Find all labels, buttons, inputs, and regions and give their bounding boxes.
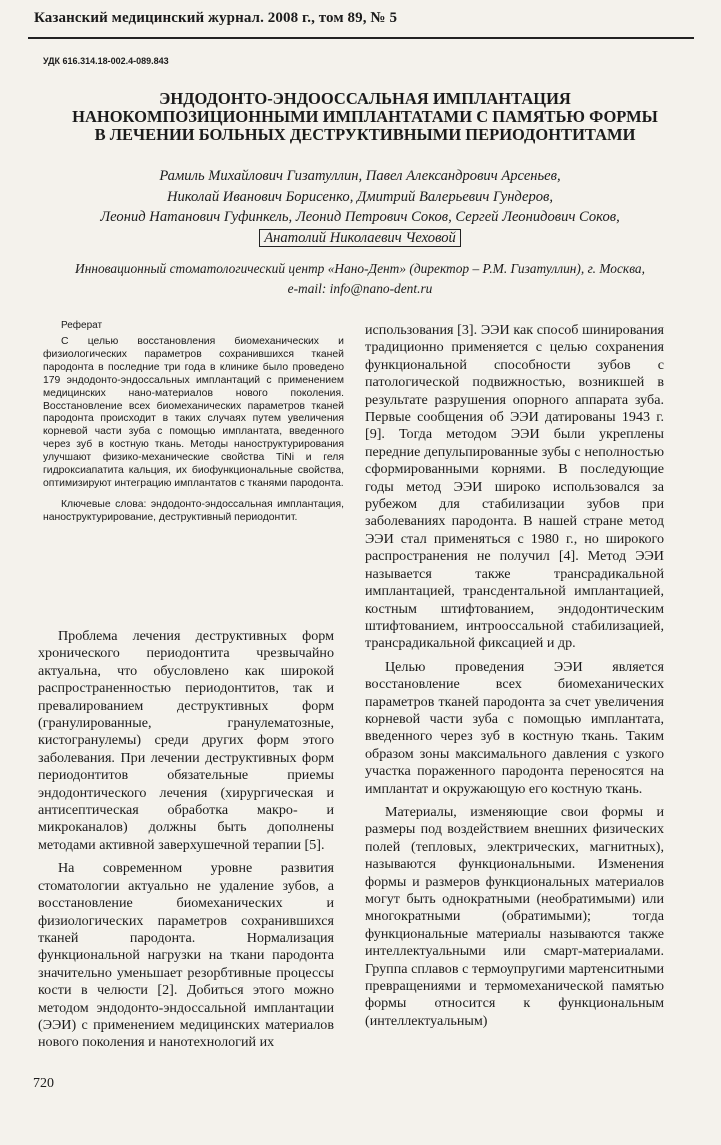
page-number: 720 — [33, 1076, 54, 1091]
header-rule — [28, 37, 694, 39]
author-line: Николай Иванович Борисенко, Дмитрий Валерьевич Гундеров, — [166, 188, 554, 205]
body-column-right — [365, 322, 664, 1030]
keywords: Ключевые слова: эндодонто-эндоссальная имплантация, наноструктурирование, деструктивный периодонтит. — [43, 498, 344, 523]
affiliation-institution: Инновационный стоматологический центр «Нано-Дент» (директор – Р.М. Гизатуллин), г. Москва, — [75, 261, 645, 276]
body-column-left — [38, 628, 334, 1052]
body-paragraph: Материалы, изменяющие свои формы и размеры под воздействием внешних физических полей (тепловых, электрических, магнитных), называются функциональными. Изменения формы и размеров функциональных материалов могут быть однократными (необратимыми) или многократными (обратимыми); тогда функциональные материалы называются также интеллектуальными или смарт-материалами. Группа сплавов с термоупругими мартенситными превращениями и термомеханической памятью формы относится к функциональным (интеллектуальным) — [365, 803, 664, 1029]
boxed-author-name: Анатолий Николаевич Чеховой — [259, 229, 461, 247]
affiliation — [40, 259, 680, 299]
body-paragraph: Проблема лечения деструктивных форм хронического периодонтита чрезвычайно актуальна, что обусловлено как широкой распространенностью периодонтитов, так и превалированием деструктивных форм (гранулированные, гранулематозные, кистогранулемы) среди других форм этого заболевания. При лечении деструктивных форм периодонтитов обязательные приемы эндодонтического лечения (хирургическая и антисептическая обработка макро- и микроканалов) должны быть дополнены методами активной заверхушечной терапии [5]. — [38, 628, 334, 853]
author-line: Леонид Натанович Гуфинкель, Леонид Петрович Соков, Сергей Леонидович Соков, — [100, 209, 620, 226]
affiliation-email: e-mail: info@nano-dent.ru — [287, 281, 433, 296]
udc-code: УДК 616.314.18-002.4-089.843 — [43, 56, 169, 66]
body-paragraph: использования [3]. ЭЭИ как способ шинирования традиционно применяется с целью сохранения функциональной способности зубов с патологической подвижностью, возникшей в результате разрушения опорного аппарата зуба. Первые сообщения об ЭЭИ датированы 1943 г. [9]. Тогда методом ЭЭИ были укреплены передние депульпированные зубы с неполностью сформированными корнями. В последующие годы метод ЭЭИ широко использовался за рубежом для стабилизации зубов при заболеваниях пародонта. В нашей стране метод ЭЭИ стал применяться с 1980 г., но широкого распространения не получил [4]. Метод ЭЭИ называется также трансрадикальной имплантацией, трансдентальной имплантацией, костным штифтованием, эндодонтическим штифтованием, интрооссальной стабилизацией, трансрадикальной фиксацией и др. — [365, 322, 664, 652]
body-paragraph: На современном уровне развития стоматологии актуально не удаление зубов, а восстановление биомеханических и физиологических параметров сохранившихся тканей пародонта. Нормализация функциональной нагрузки на ткани пародонта значительно уменьшает резорбтивные процессы кости в челюсти [2]. Добиться этого можно методом эндодонто-эндоссальной имплантации (ЭЭИ) с применением медицинских материалов нового поколения и нанотехнологий их — [38, 860, 334, 1051]
author-line — [40, 228, 680, 249]
article-title: ЭНДОДОНТО-ЭНДООССАЛЬНАЯ ИМПЛАНТАЦИЯ НАНОКОМПОЗИЦИОННЫМИ ИМПЛАНТАТАМИ С ПАМЯТЬЮ ФОРМЫ В ЛЕЧЕНИИ БОЛЬНЫХ ДЕСТРУКТИВНЫМИ ПЕРИОДОНТИТАМИ — [72, 89, 658, 144]
author-list — [40, 166, 680, 248]
abstract-text: С целью восстановления биомеханических и физиологических параметров сохранившихся тканей пародонта в последние три года в клинике было проведено 179 эндодонто-эндоссальных имплантаций с применением медицинских нано-материалов нового поколения. Восстановление всех биомеханических параметров тканей пародонта происходит в таких случаях путем увеличения корневой части зуба с помощью имплантата, введенного через зуб в костную ткань. Методы наноструктурирования улучшают физико-механические свойства TiNi и геля гидроксиапатита кальция, их биофункциональные свойства, оптимизируют интеграцию имплантатов с тканями пародонта. — [43, 336, 344, 489]
body-paragraph: Целью проведения ЭЭИ является восстановление всех биомеханических параметров тканей пародонта за счет увеличения корневой части зуба с помощью имплантата, введенного через зуб в костную ткань. Таким образом зоны максимального давления с узкого участка пораженного пародонта переносятся на имплантат и окружающую его костную ткань. — [365, 658, 664, 797]
running-head: Казанский медицинский журнал. 2008 г., том 89, № 5 — [34, 10, 398, 26]
abstract-label: Реферат — [61, 320, 103, 331]
author-line: Рамиль Михайлович Гизатуллин, Павел Александрович Арсеньев, — [159, 168, 561, 184]
abstract — [43, 336, 344, 525]
